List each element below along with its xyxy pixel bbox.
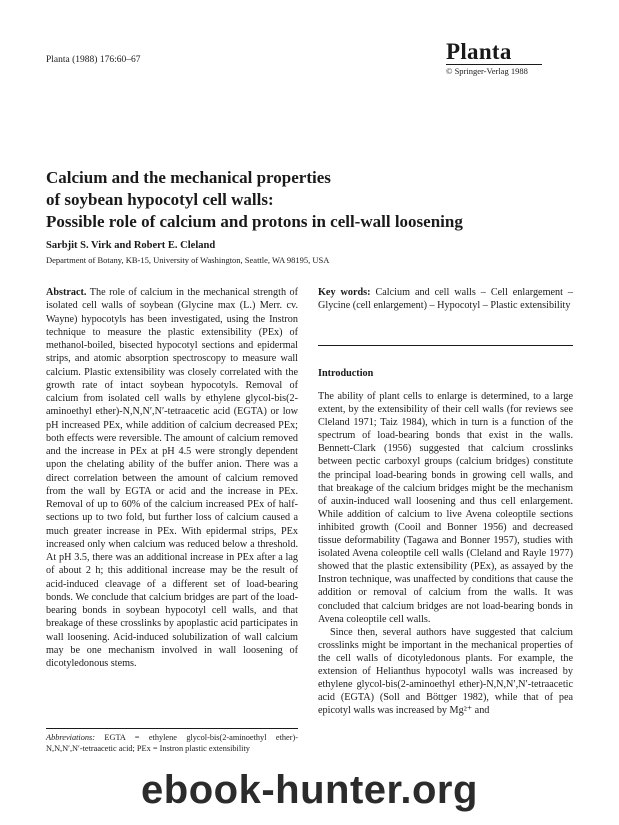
journal-citation: Planta (1988) 176:60–67 [46,55,141,65]
key-words-label: Key words: [318,287,371,298]
intro-paragraph-2: Since then, several authors have suggested that calcium crosslinks might be important in the mechanical properties of the cell walls of dicotyledonous plants. For example, the extension of Helianthus hypocotyl walls was increased by ethylene glycol-bis(2-aminoethyl ether)-N,N,N′,N′-tetraacetic acid (EGTA) (Soll and Böttger 1982), while that of pea epicotyl walls was increased by Mg²⁺ and [318,626,573,717]
intro-paragraph-1: The ability of plant cells to enlarge is determined, to a large extent, by the extensibility of their cell walls (for reviews see Cleland 1971; Taiz 1984), which in turn is a function of the spectrum of load-bearing bonds that exist in the walls. Bennett-Clark (1956) suggested that calcium crosslinks between pectic carboxyl groups (calcium bridges) constitute the principal load-bearing bonds in growing cell walls, and that breakage of the calcium bridges might be the mechanism of auxin-induced wall loosening and thus cell enlargement. While addition of calcium to live Avena coleoptile sections inhibited growth (Cooil and Bonner 1956) and decreased tissue deformability (Tagawa and Bonner 1957), studies with isolated Avena coleoptile cell walls (Cleland and Rayle 1977) showed that the plastic extensibility (PEx), as assayed by the Instron technique, was unaffected by conditions that cause the addition or removal of calcium from the walls. It was concluded that calcium bridges are not load-bearing bonds in Avena coleoptile cell walls. [318,391,573,625]
title-line-3: Possible role of calcium and protons in cell-wall loosening [46,212,463,231]
introduction-heading: Introduction [318,368,374,379]
footnote-rule [46,728,298,729]
author-affiliation: Department of Botany, KB-15, University of Washington, Seattle, WA 98195, USA [46,255,330,265]
watermark: ebook-hunter.org [141,768,478,812]
abstract [46,286,298,670]
title-line-2: of soybean hypocotyl cell walls: [46,190,274,209]
introduction-body [318,390,573,717]
abstract-label: Abstract. [46,287,87,298]
abbreviations-label: Abbreviations: [46,733,96,742]
title-line-1: Calcium and the mechanical properties [46,168,331,187]
copyright-notice: © Springer-Verlag 1988 [446,66,528,76]
abbreviations-footnote [46,733,298,754]
abbreviations-text: EGTA = ethylene glycol-bis(2-aminoethyl ether)-N,N,N′,N′-tetraacetic acid; PEx = Instron plastic extensibility [46,733,299,753]
logo-rule [446,64,542,65]
author-list: Sarbjit S. Virk and Robert E. Cleland [46,240,216,251]
key-words-text: Calcium and cell walls – Cell enlargement – Glycine (cell enlargement) – Hypocotyl – Plastic extensibility [318,287,574,312]
abstract-text: The role of calcium in the mechanical strength of isolated cell walls of soybean (Glycine max (L.) Merr. cv. Wayne) hypocotyls has been investigated, using the Instron technique to measure the plastic extensibility (PEx) of methanol-boiled, bisected hypocotyl sections and epidermal strips, and atomic absorption spectroscopy to measure wall calcium. Plastic extensibility was closely correlated with the growth rate of intact soybean hypocotyls. Removal of calcium from isolated cell walls by ethylene glycol-bis(2-aminoethyl ether)-N,N,N′,N′-tetraacetic acid (EGTA) or low pH increased PEx, while addition of calcium decreased PEx; both effects were reversible. The amount of calcium removed and the increase in PEx at pH 4.5 were strongly dependent upon the chelating ability of the buffer anion. There was a direct correlation between the amount of calcium removed from the wall by EGTA or acid and the increase in PEx. Removal of up to 60% of the calcium increased PEx of half-sections up to two fold, but further loss of calcium caused a much greater increase in PEx. With epidermal strips, PEx increased only when calcium was reduced below a threshold. At pH 3.5, there was an additional increase in PEx after a lag of about 2 h; this additional increase may be the result of acid-induced cleavage of a different set of load-bearing bonds. We conclude that calcium bridges are part of the load-bearing bonds in soybean hypocotyl cell walls, and that breakage of these crosslinks by apoplastic acid participates in wall loosening. Acid-induced solubilization of wall calcium may be one mechanism involved in wall loosening of dicotyledonous stems. [46,287,298,669]
article-title [46,167,586,233]
journal-logo [446,40,542,76]
section-divider [318,345,573,346]
key-words [318,286,573,313]
journal-name: Planta [446,39,512,64]
